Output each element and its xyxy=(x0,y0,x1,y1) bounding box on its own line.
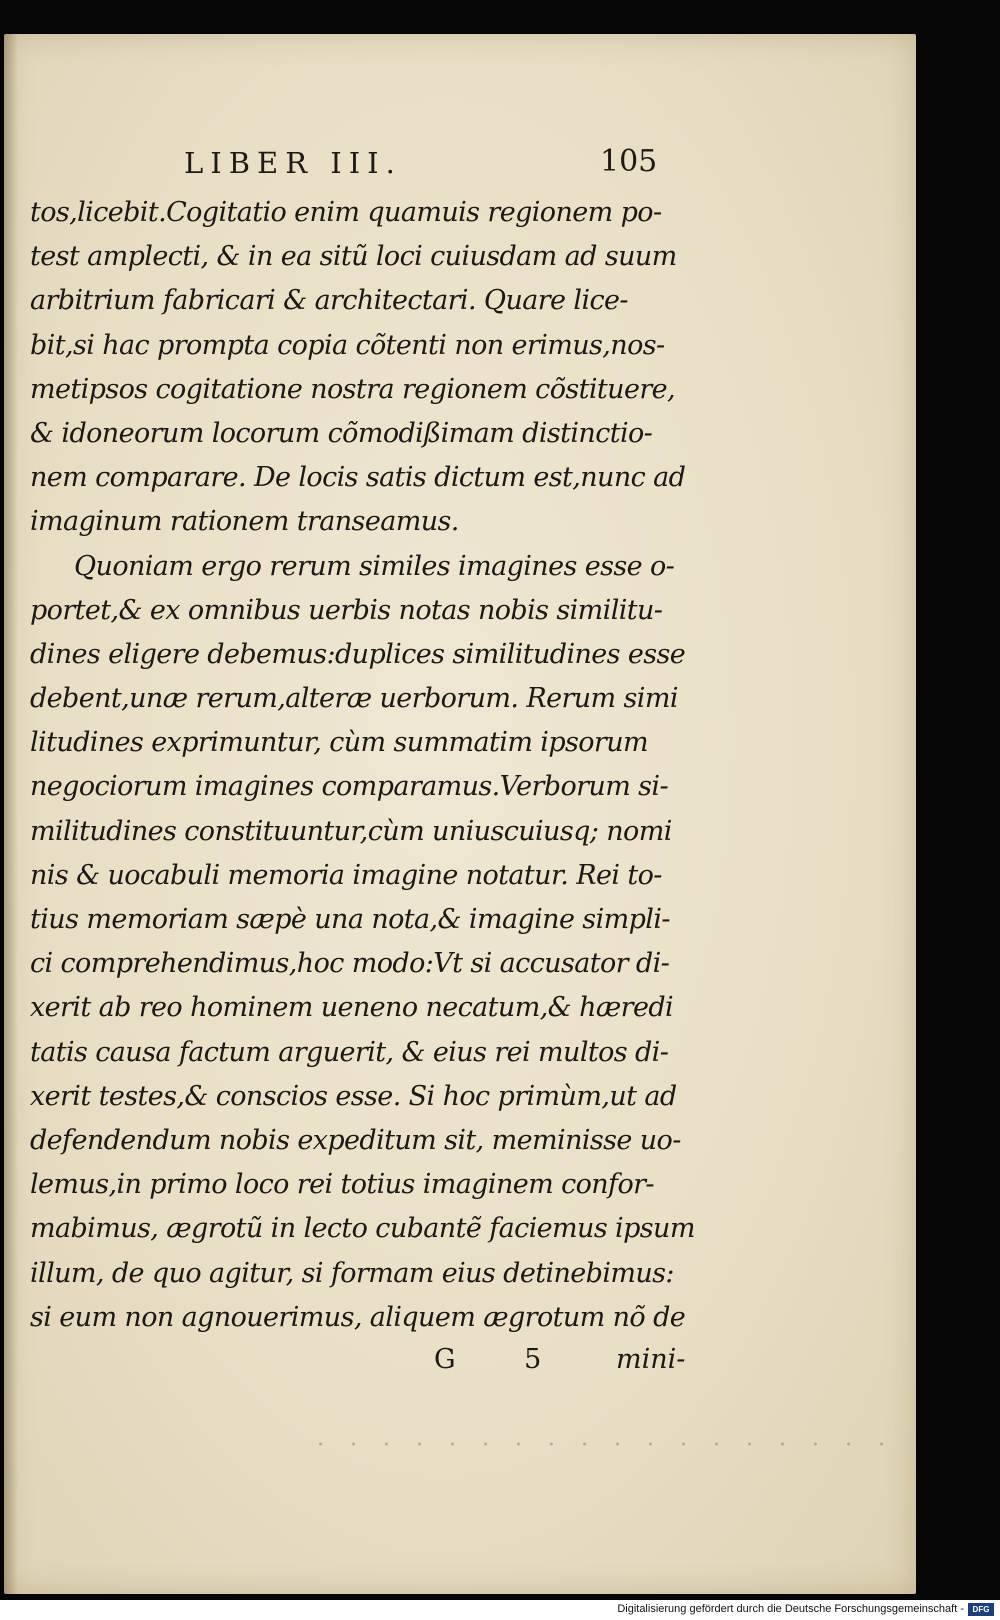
text-line: portet,& ex omnibus uerbis notas nobis similitu- xyxy=(30,594,663,626)
text-line: si eum non agnouerimus, aliquem ægrotum nõ de xyxy=(30,1301,686,1333)
text-line: tos,licebit.Cogitatio enim quamuis regionem po- xyxy=(30,197,662,228)
scan-dot-artifacts xyxy=(304,1442,904,1446)
text-line: arbitrium fabricari & architectari. Quare lice- xyxy=(30,285,628,317)
text-line: & idoneorum locorum cõmodißimam distinctio- xyxy=(30,417,653,449)
catchword: mini- xyxy=(616,1344,686,1375)
text-line: tius memoriam sæpè una nota,& imagine simpli- xyxy=(30,904,670,935)
text-line: debent,unæ rerum,alteræ uerborum. Rerum simi xyxy=(30,683,678,715)
running-head-title: LIBER III. xyxy=(184,146,402,180)
text-line: xerit testes,& conscios esse. Si hoc primùm,ut ad xyxy=(30,1080,677,1112)
text-line: lemus,in primo loco rei totius imaginem confor- xyxy=(30,1169,654,1201)
text-line: nem comparare. De locis satis dictum est,nunc ad xyxy=(30,462,686,494)
text-line: illum, de quo agitur, si formam eius detinebimus: xyxy=(30,1257,674,1289)
credit-text: Digitalisierung gefördert durch die Deutsche Forschungsgemeinschaft - xyxy=(617,1603,964,1615)
page-gutter-shadow xyxy=(4,34,18,1594)
text-line: test amplecti, & in ea sitũ loci cuiusdam ad suum xyxy=(30,241,677,273)
text-line: metipsos cogitatione nostra regionem cõstituere, xyxy=(30,373,675,405)
digitization-credit-bar xyxy=(0,1600,1000,1620)
text-line: ci comprehendimus,hoc modo:Vt si accusator di- xyxy=(30,948,670,980)
text-line: negociorum imagines comparamus.Verborum si- xyxy=(30,771,668,803)
text-line: nis & uocabuli memoria imagine notatur. Rei to- xyxy=(30,859,662,891)
signature-mark: G 5 xyxy=(434,1344,572,1375)
dfg-logo: DFG xyxy=(968,1603,994,1616)
paragraph-start-line: Quoniam ergo rerum similes imagines esse o- xyxy=(74,550,675,582)
text-line: dines eligere debemus:duplices similitudines esse xyxy=(30,638,686,670)
text-line: mabimus, ægrotũ in lecto cubantẽ faciemus ipsum xyxy=(30,1213,695,1245)
text-line: bit,si hac prompta copia cõtenti non erimus,nos- xyxy=(30,329,665,361)
text-line: imaginum rationem transeamus. xyxy=(30,506,459,538)
text-line: militudines constituuntur,cùm uniuscuiusq; nomi xyxy=(30,815,672,847)
text-line: xerit ab reo hominem ueneno necatum,& hæredi xyxy=(30,992,674,1024)
text-line: tatis causa factum arguerit, & eius rei multos di- xyxy=(30,1036,669,1068)
text-line: defendendum nobis expeditum sit, meminisse uo- xyxy=(30,1124,681,1156)
book-page xyxy=(4,34,916,1594)
page-number: 105 xyxy=(600,144,658,179)
text-line: litudines exprimuntur, cùm summatim ipsorum xyxy=(30,727,649,759)
body-text xyxy=(30,191,700,1340)
